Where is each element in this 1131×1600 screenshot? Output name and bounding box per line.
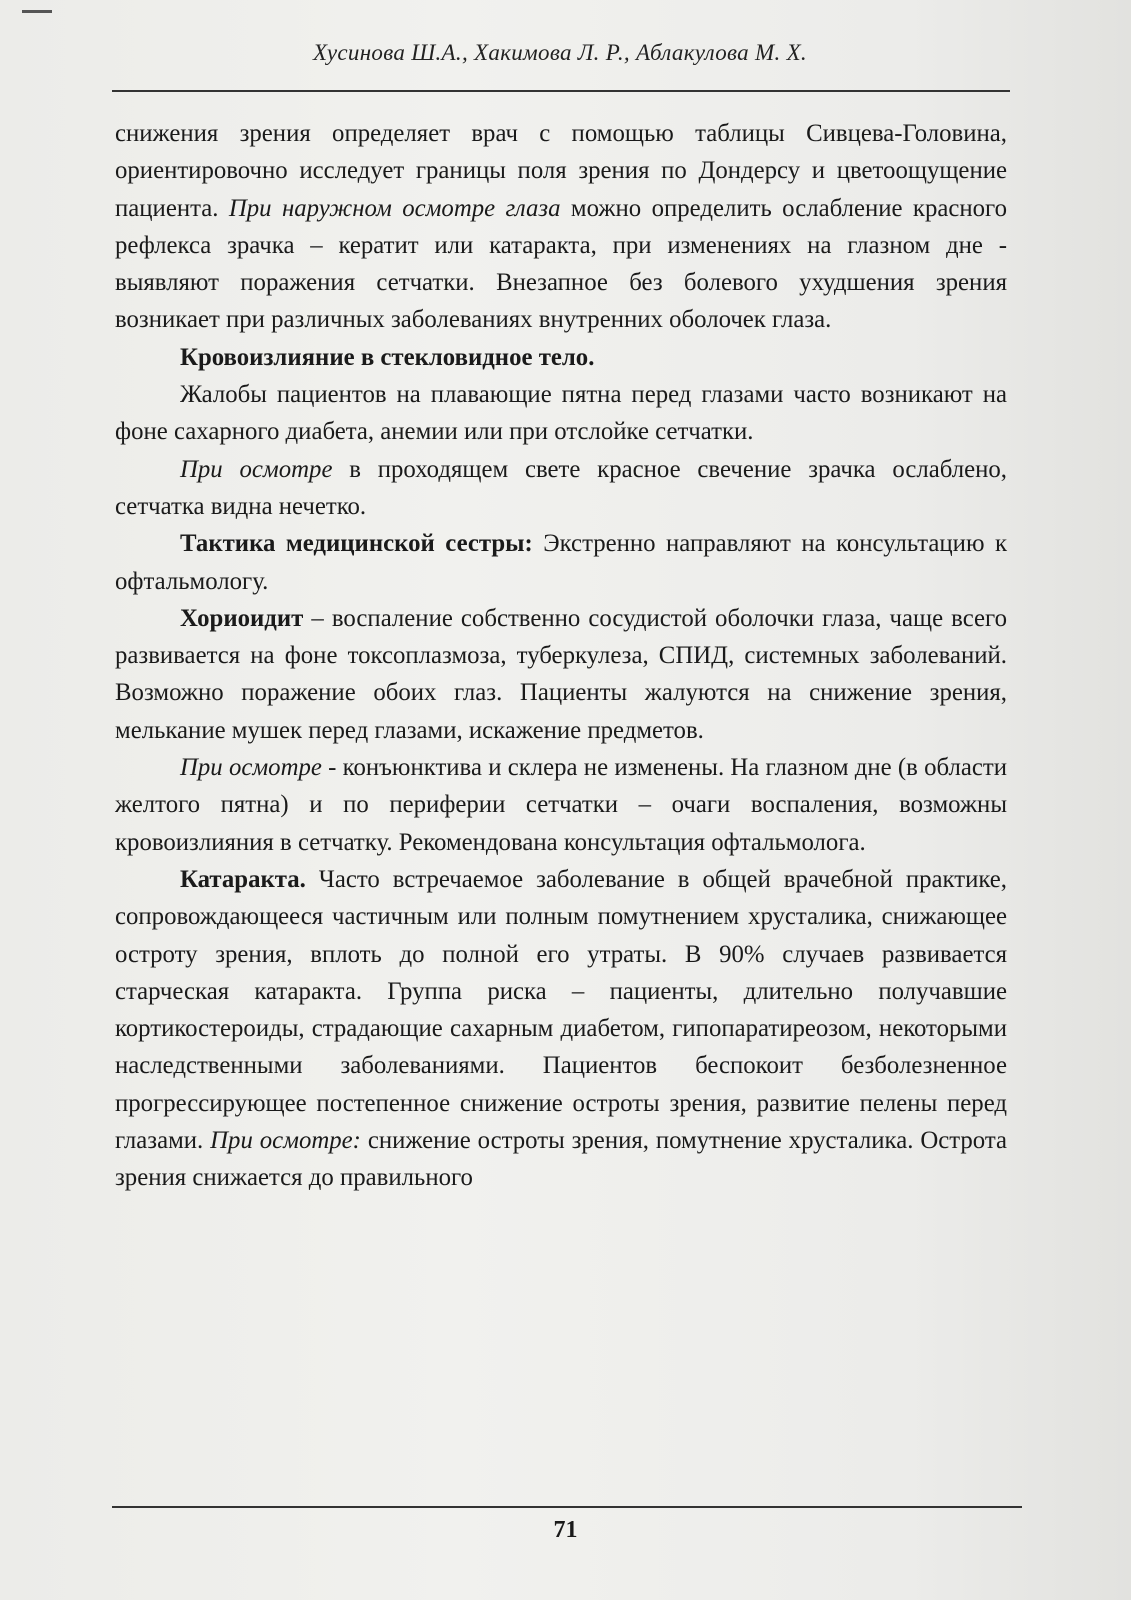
paragraph-cataract-text: Часто встречаемое заболевание в общей врачебной практике, сопровождающееся частичным или полным помутнением хрусталика, снижающее остроту зрения, вплоть до полной его утраты. В 90% случаев развивается старческая катаракта. Группа риска – пациенты, длительно получавшие кортикостероиды, страдающие сахарным диабетом, гипопаратиреозом, некоторыми наследственными заболеваниями. Пациентов беспокоит безболезненное прогрессирующее постепенное снижение остроты зрения, развитие пелены перед глазами. — [115, 865, 1007, 1155]
header-divider — [112, 90, 1010, 92]
heading-vitreous-hemorrhage — [115, 339, 1007, 376]
nurse-tactics-label: Тактика медицинской сестры: — [180, 530, 533, 558]
paragraph-cataract-text-cont: снижение остроты зрения, помутнение хрусталика. Острота зрения снижается до правильного — [115, 1127, 1007, 1192]
paragraph-1-text: снижения зрения определяет врач с помощью таблицы Сивцева-Головина, ориентировочно исследует границы поля зрения по Дондерсу и цветоощущение пациента. — [115, 120, 1007, 222]
paragraph-examination-2-text: - конъюнктива и склера не изменены. На глазном дне (в области желтого пятна) и по периферии сетчатки – очаги воспаления, возможны кровоизлияния в сетчатку. Рекомендована консультация офтальмолога. — [115, 754, 1008, 856]
paragraph-chorioiditis — [115, 600, 1007, 749]
paragraph-nurse-tactics-text: Экстренно направляют на консультацию к офтальмологу. — [115, 530, 1007, 595]
chorioiditis-term: Хориоидит — [180, 604, 304, 632]
examination-label: При осмотре — [180, 455, 333, 483]
page-number: 71 — [553, 1517, 578, 1543]
paragraph-chorioiditis-text: – воспаление собственно сосудистой оболочки глаза, чаще всего развивается на фоне токсоплазмоза, туберкулеза, СПИД, системных заболеваний. Возможно поражение обоих глаз. Пациенты жалуются на снижение зрения, мелькание мушек перед глазами, искажение предметов. — [115, 604, 1007, 744]
body-text — [115, 115, 1007, 1197]
paragraph-1-text-cont: можно определить ослабление красного рефлекса зрачка – кератит или катаракта, при изменениях на глазном дне - выявляют поражения сетчатки. Внезапное без болевого ухудшения зрения возникает при различных заболеваниях внутренних оболочек глаза. — [115, 194, 1008, 334]
paragraph-examination-2 — [115, 749, 1007, 861]
paragraph-complaints — [115, 376, 1007, 451]
paragraph-examination-1 — [115, 451, 1007, 526]
paragraph-nurse-tactics — [115, 525, 1007, 600]
paragraph-cataract — [115, 861, 1007, 1197]
paragraph-1 — [115, 115, 1007, 339]
page-edge-mark — [22, 10, 52, 13]
footer-divider — [112, 1506, 1022, 1508]
running-header-authors: Хусинова Ш.А., Хакимова Л. Р., Аблакулова М. Х. — [313, 40, 807, 65]
paragraph-complaints-text: Жалобы пациентов на плавающие пятна перед глазами часто возникают на фоне сахарного диабета, анемии или при отслойке сетчатки. — [115, 381, 1007, 446]
paragraph-1-italic: При наружном осмотре глаза — [228, 194, 561, 222]
heading-vitreous-hemorrhage-text: Кровоизлияние в стекловидное тело. — [180, 343, 595, 371]
examination-label-2: При осмотре — [180, 754, 322, 782]
examination-label-3: При осмотре: — [210, 1127, 361, 1155]
paragraph-examination-1-text: в проходящем свете красное свечение зрачка ослаблено, сетчатка видна нечетко. — [115, 455, 1008, 520]
cataract-term: Катаракта. — [180, 865, 306, 893]
